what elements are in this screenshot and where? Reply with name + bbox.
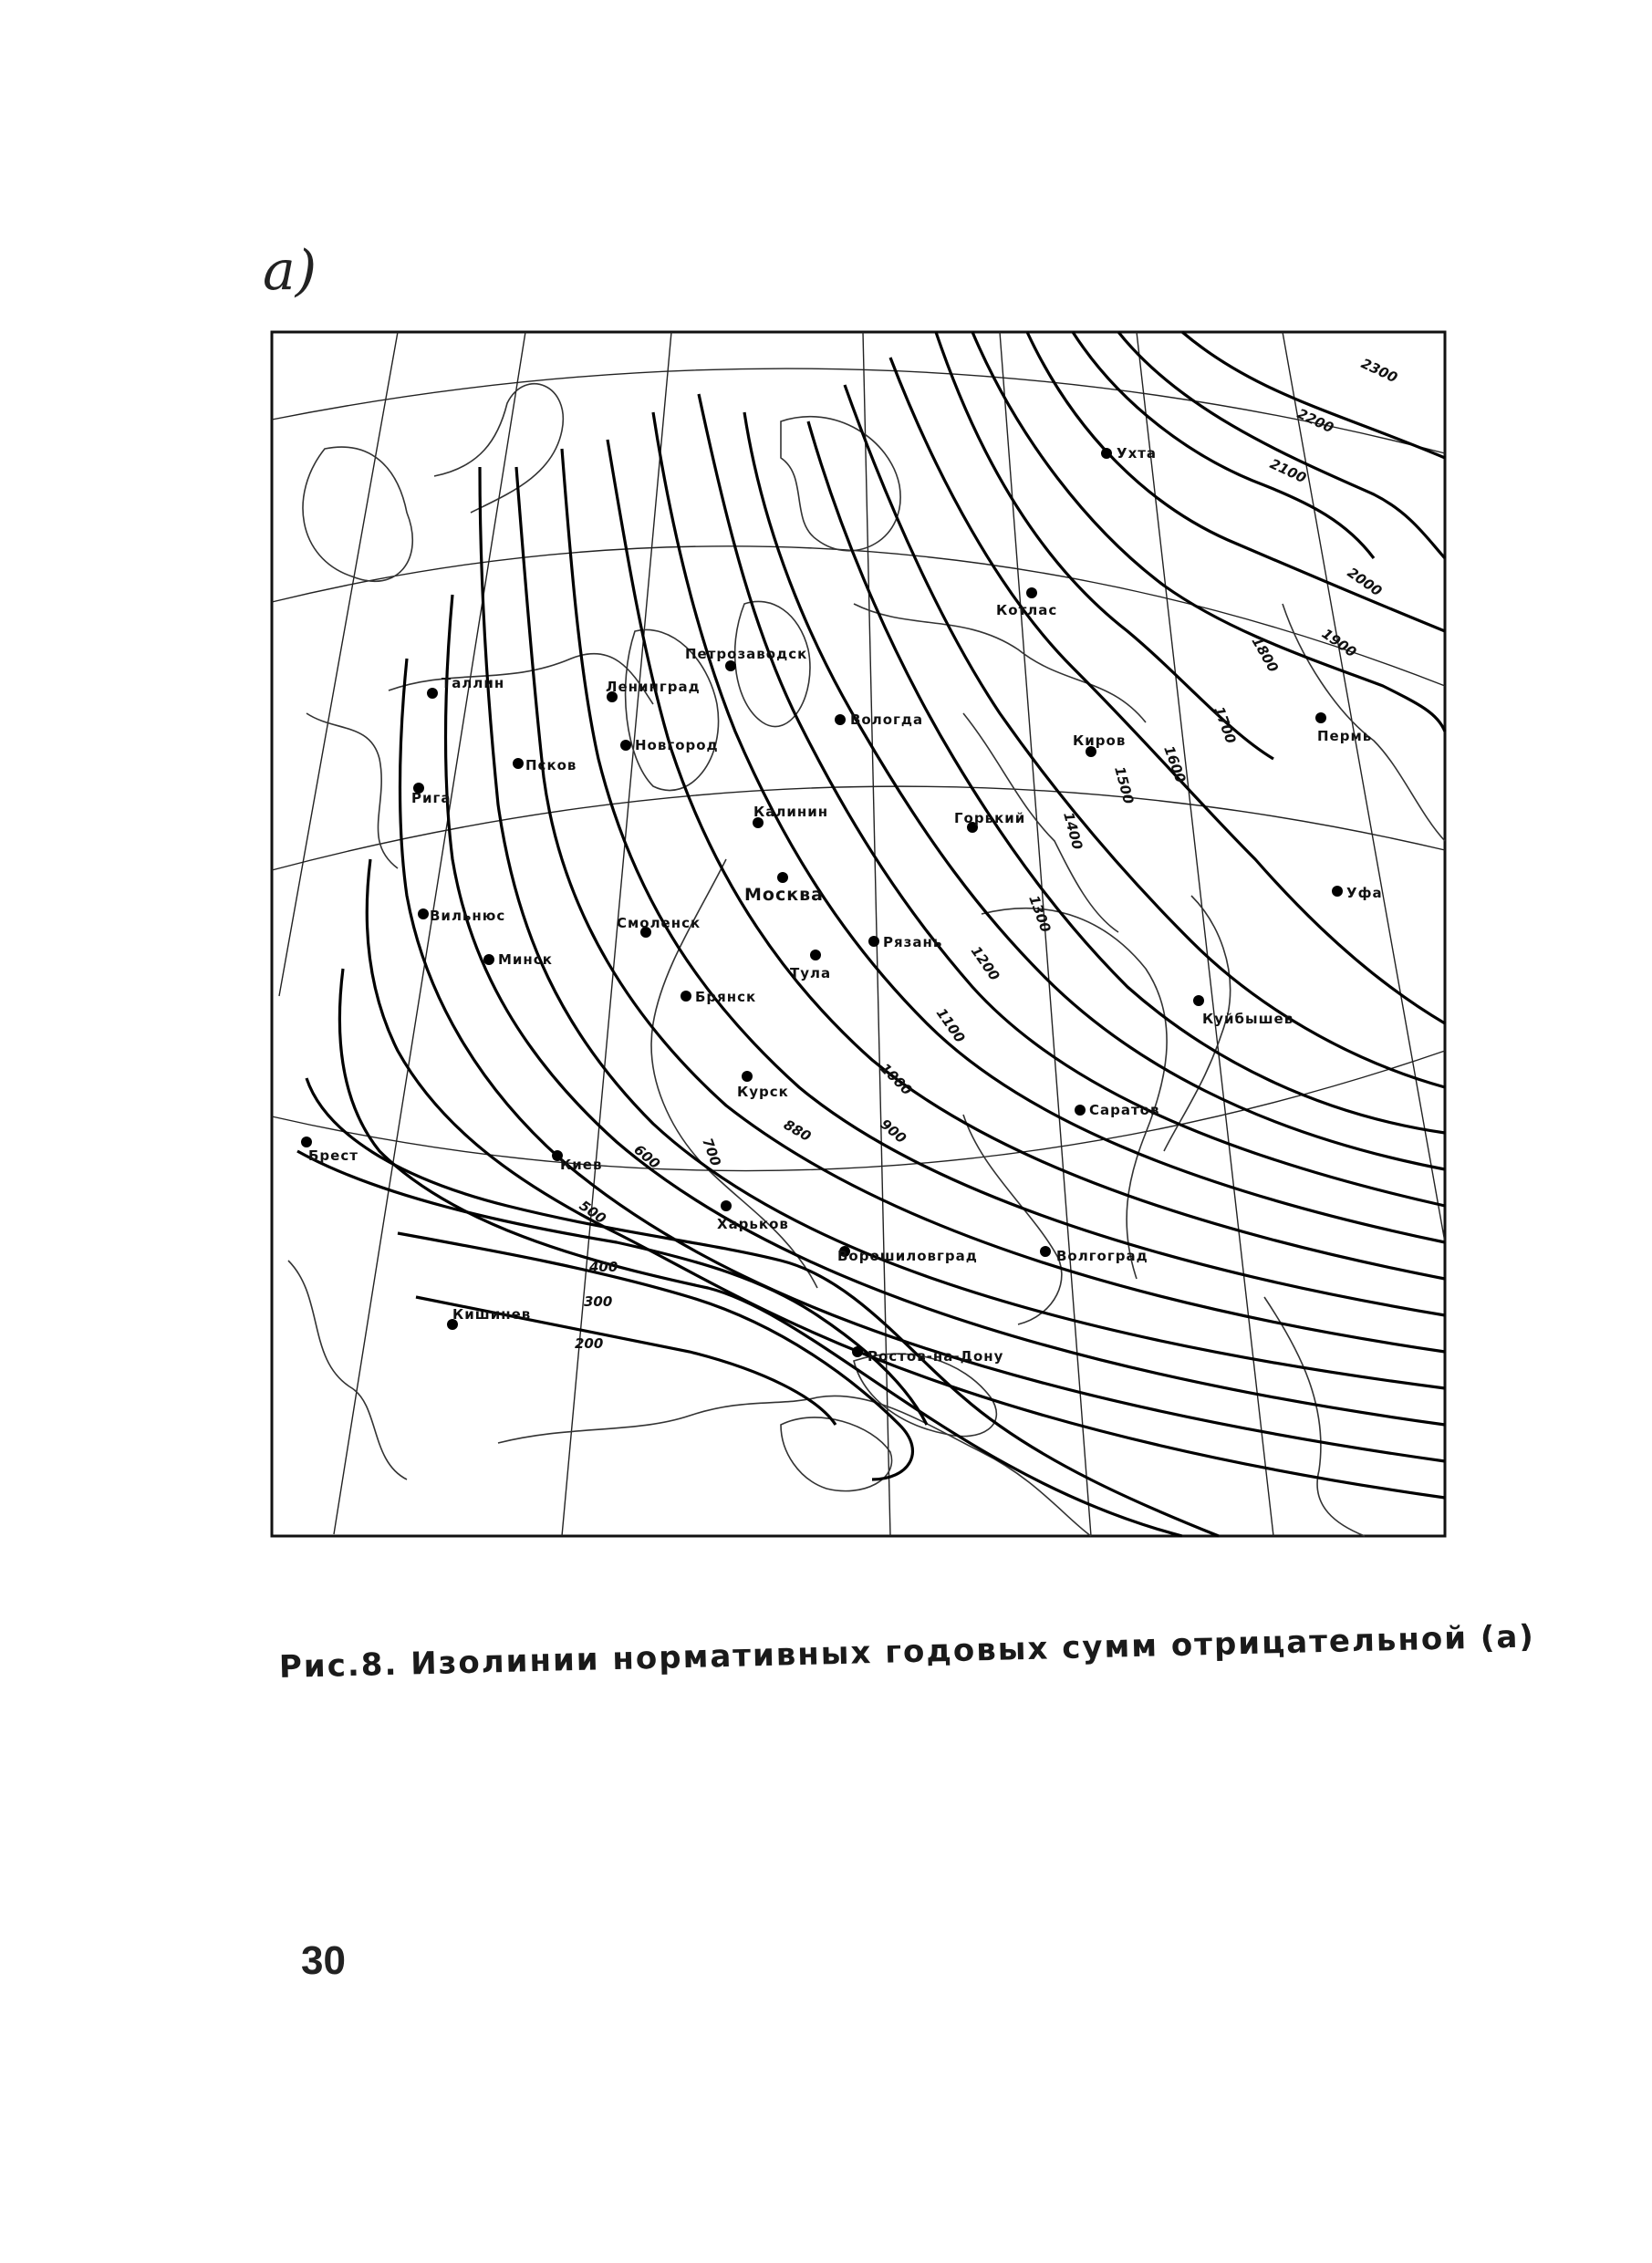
isoline-label: 1200 — [967, 942, 1003, 984]
isoline — [653, 412, 1445, 1242]
city-label: Котлас — [996, 602, 1058, 618]
city-dot — [1193, 995, 1204, 1006]
isoline-label: 700 — [699, 1136, 724, 1168]
city-label: Рязань — [883, 934, 943, 950]
isoline-label: 880 — [781, 1116, 815, 1146]
panel-label: a) — [263, 239, 317, 303]
isoline-label: 2200 — [1294, 405, 1336, 437]
isoline-label: 1800 — [1248, 634, 1282, 676]
city-dot — [620, 740, 631, 751]
city-label: Уфа — [1346, 885, 1383, 901]
isoline-label: 2300 — [1358, 355, 1400, 387]
isoline — [1118, 332, 1445, 558]
meridian-line — [334, 332, 525, 1534]
city-label: Смоленск — [617, 915, 701, 931]
coastline — [434, 384, 563, 513]
city-dot — [1101, 448, 1112, 459]
city-dot — [742, 1071, 753, 1082]
city-dot — [301, 1137, 312, 1147]
coastline — [303, 447, 412, 581]
city-label: Киров — [1073, 732, 1127, 749]
isoline — [699, 394, 1445, 1206]
city-dot — [810, 950, 821, 960]
isoline — [608, 440, 1445, 1279]
isoline-label: 2000 — [1344, 564, 1386, 600]
city-dot — [1332, 886, 1343, 897]
city-label: Новгород — [635, 737, 719, 753]
isoline-label: 900 — [877, 1116, 909, 1147]
isoline — [562, 449, 1445, 1315]
city-dot — [1315, 712, 1326, 723]
isoline-label: 1500 — [1111, 764, 1138, 806]
meridian-line — [1137, 332, 1273, 1536]
city-label: Тула — [790, 965, 832, 981]
city-dot — [681, 991, 691, 1002]
city-dot — [418, 908, 429, 919]
river — [1283, 604, 1445, 841]
city-label: Саратов — [1089, 1102, 1160, 1118]
city-label: Горький — [954, 810, 1026, 826]
isoline-label: 200 — [575, 1335, 604, 1352]
isoline-label: 500 — [576, 1197, 609, 1228]
parallel-line — [272, 1051, 1445, 1171]
city-label: Киев — [560, 1157, 603, 1173]
figure-caption: Рис.8. Изолинии нормативных годовых сумм отрицательной (а) — [278, 1618, 1536, 1686]
city-label: Вологда — [850, 711, 924, 728]
city-dot — [777, 872, 788, 883]
city-label: Пермь — [1317, 728, 1373, 744]
volga-river — [982, 908, 1167, 1279]
river — [854, 604, 1146, 722]
isoline-label: 1300 — [1025, 893, 1055, 935]
isoline-label: 400 — [589, 1259, 618, 1275]
city-label: Ворошиловград — [837, 1248, 978, 1264]
city-dot — [483, 954, 494, 965]
city-label: Брянск — [695, 989, 757, 1005]
meridian-line — [1283, 332, 1445, 1242]
isoline-label: 1100 — [932, 1004, 969, 1046]
city-label: Таллин — [442, 675, 505, 691]
city-dot — [427, 688, 438, 699]
city-label: Куйбышев — [1202, 1011, 1294, 1027]
city-dot — [835, 714, 846, 725]
city-dot — [1075, 1105, 1086, 1116]
city-dot — [852, 1346, 863, 1357]
page-number: 30 — [301, 1938, 346, 1983]
city-label: Ухта — [1117, 445, 1158, 462]
city-label: Вильнюс — [430, 908, 506, 924]
city-dot — [1026, 587, 1037, 598]
city-label: Минск — [498, 951, 553, 968]
city-dot — [721, 1200, 732, 1211]
city-label: Ростов-на-Дону — [868, 1348, 1004, 1365]
isoline-label: 1400 — [1060, 810, 1086, 852]
city-label: Брест — [308, 1147, 358, 1164]
isoline-label: 1700 — [1210, 704, 1240, 746]
caspian-coast — [1264, 1297, 1365, 1536]
city-label: Курск — [737, 1084, 789, 1100]
meridian-line — [562, 332, 671, 1536]
city-label: Ленинград — [606, 679, 701, 695]
city-label: Псков — [525, 757, 577, 773]
city-dot — [1040, 1246, 1051, 1257]
isoline-label: 300 — [584, 1293, 613, 1310]
isoline-map — [270, 330, 1456, 1552]
isoline — [890, 358, 1445, 1023]
coastline — [307, 713, 398, 868]
city-label: Харьков — [717, 1216, 789, 1232]
city-label: Рига — [411, 790, 452, 806]
isoline-label: 1000 — [877, 1060, 916, 1099]
city-dot — [868, 936, 879, 947]
isoline-label: 1600 — [1160, 743, 1190, 785]
isoline-label: 2100 — [1267, 455, 1309, 487]
city-label: Кишинев — [452, 1306, 532, 1323]
city-label: Волгоград — [1056, 1248, 1148, 1264]
isoline — [400, 659, 1446, 1461]
isoline — [297, 1151, 927, 1425]
isoline — [1182, 332, 1445, 458]
city-label: Калинин — [753, 804, 829, 820]
isoline-label: 600 — [630, 1141, 663, 1173]
meridian-line — [279, 332, 398, 996]
city-label: Петрозаводск — [685, 646, 808, 662]
city-dot — [513, 758, 524, 769]
parallel-line — [272, 369, 1445, 453]
isoline — [307, 1078, 1219, 1536]
isoline-label: 1900 — [1318, 625, 1360, 661]
city-label: Москва — [744, 885, 824, 905]
